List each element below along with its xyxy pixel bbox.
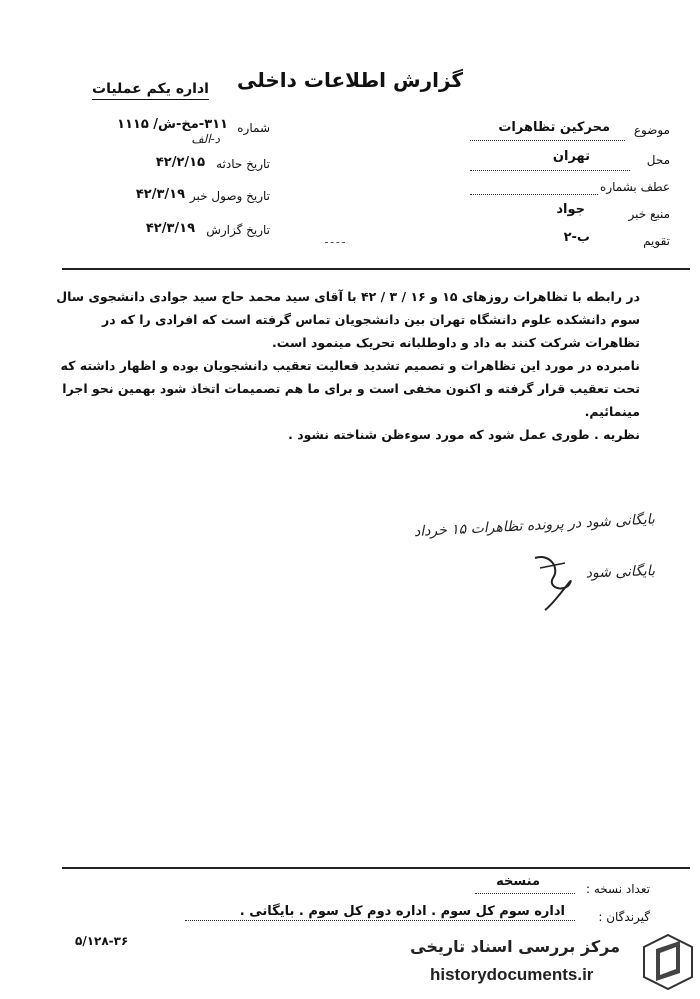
field-value: ۴۲/۲/۱۵ (155, 155, 205, 170)
field-report-date (60, 217, 270, 251)
right-fields (470, 118, 670, 254)
copies-value: منسخه (496, 874, 540, 889)
field-location (470, 148, 670, 176)
field-label: موضوع (633, 123, 670, 137)
field-label: محل (646, 153, 670, 167)
field-label: تاریخ حادثه (216, 157, 270, 171)
field-value: ۳۱۱-مخ-ش/ ۱۱۱۵ (117, 117, 228, 132)
signature (525, 548, 585, 618)
recipients-label: گیرندگان : (598, 910, 650, 924)
report-body (50, 285, 640, 446)
field-number (60, 115, 270, 146)
field-value: ۴۲/۳/۱۹ (135, 187, 185, 202)
dash-mark (325, 242, 345, 243)
watermark-org: مرکز بررسی اسناد تاریخی (410, 937, 620, 956)
field-value: ۴۲/۳/۱۹ (145, 221, 195, 236)
dotted-line (470, 140, 625, 141)
body-paragraph: در رابطه با تظاهرات روزهای ۱۵ و ۱۶ / ۳ / ۴۲ با آقای سید محمد حاج سید جوادی دانشجوی سال سوم دانشکده علوم دانشگاه تهران بین دانشجویان تماس گرفته است که افرادی را که در تظاهرات شرکت کنند به داد و داوطلبانه تحریک مینمود است. (56, 289, 640, 350)
field-label: عطف بشماره (600, 180, 670, 194)
field-source (470, 202, 670, 228)
archive-logo (640, 931, 696, 993)
field-label: تاریخ گزارش (206, 223, 270, 237)
field-value: محرکین تظاهرات (498, 120, 610, 135)
field-label: تقویم (643, 234, 670, 248)
copies-label: تعداد نسخه : (585, 882, 650, 896)
body-paragraph: نظریه . طوری عمل شود که مورد سوءظن شناخته نشود . (288, 427, 640, 442)
dotted-line (475, 893, 575, 894)
header-divider (62, 268, 690, 270)
report-title: گزارش اطلاعات داخلی (236, 68, 464, 92)
footer-divider (62, 867, 690, 869)
department-label: اداره یکم عملیات (92, 81, 209, 100)
recipients-value: اداره سوم کل سوم . اداره دوم کل سوم . بایگانی . (239, 904, 565, 919)
document-number: ۵/۱۲۸-۳۶ (75, 934, 129, 948)
field-reference (470, 176, 670, 202)
dotted-line (470, 194, 598, 195)
field-value: ب-۲ (563, 230, 590, 245)
watermark-site: historydocuments.ir (430, 965, 594, 984)
field-label: شماره (237, 121, 270, 135)
field-label: تاریخ وصول خبر (189, 189, 270, 203)
field-subject (470, 118, 670, 148)
body-paragraph: نامبرده در مورد این تظاهرات و تصمیم تشدید فعالیت تعقیب دانشجویان بوده و اظهار داشته که تحت تعقیب قرار گرفته و اکنون مخفی است و برای ما هم تصمیمات اتخاذ شود بهمین نحو اجرا مینمائیم. (60, 358, 640, 419)
watermark (400, 925, 700, 999)
left-fields (60, 115, 270, 251)
dotted-line (470, 170, 630, 171)
field-receipt-date (60, 183, 270, 217)
field-evaluation (470, 228, 670, 254)
field-extra: د-الف (191, 132, 220, 146)
handwritten-note-2: بایگانی شود (585, 563, 656, 582)
handwritten-note: بایگانی شود در پرونده تظاهرات ۱۵ خرداد (413, 511, 656, 541)
dotted-line (185, 920, 575, 921)
field-value: تهران (552, 149, 590, 164)
field-label: منبع خبر (628, 207, 670, 221)
field-value: جواد (556, 202, 585, 217)
field-incident-date (60, 153, 270, 183)
